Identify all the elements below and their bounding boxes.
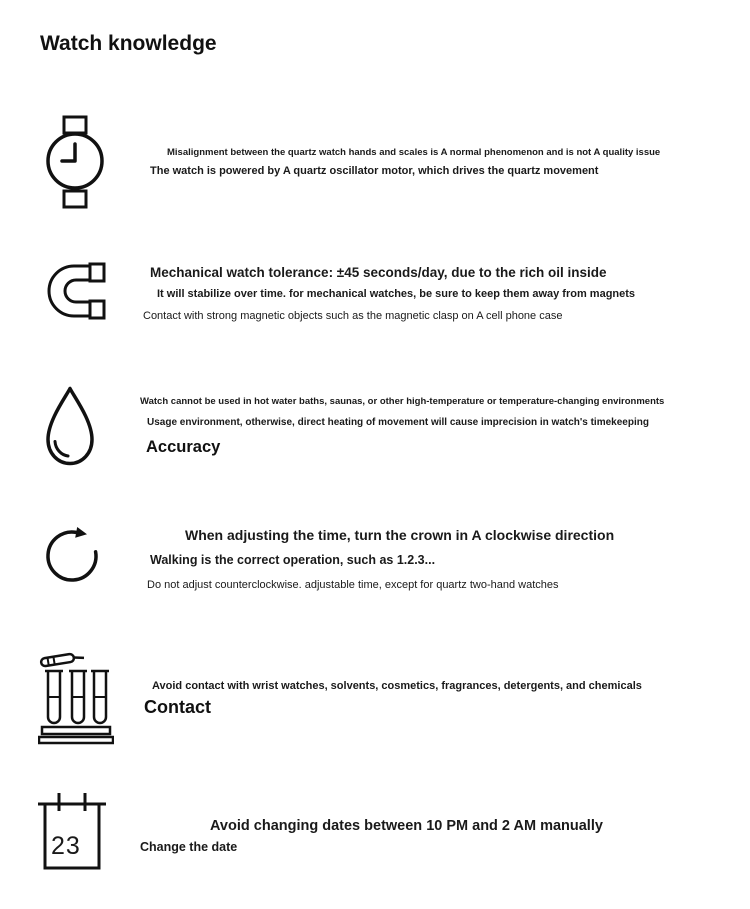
water-drop-icon	[42, 383, 98, 470]
accuracy-heading: Accuracy	[146, 438, 221, 456]
text-line: Avoid contact with wrist watches, solvents, cosmetics, fragrances, detergents, and chemicals	[152, 680, 642, 692]
test-tubes-icon	[38, 645, 114, 745]
text-line: The watch is powered by A quartz oscillator motor, which drives the quartz movement	[150, 165, 599, 177]
text-line: Do not adjust counterclockwise. adjustable time, except for quartz two-hand watches	[147, 579, 559, 591]
text-line: When adjusting the time, turn the crown in A clockwise direction	[185, 527, 615, 543]
text-line: Contact with strong magnetic objects such as the magnetic clasp on A cell phone case	[143, 310, 563, 322]
text-line: Mechanical watch tolerance: ±45 seconds/day, due to the rich oil inside	[150, 265, 607, 280]
text-line: Watch cannot be used in hot water baths, saunas, or other high-temperature or temperature-changing environments	[140, 396, 665, 407]
clockwise-arrow-icon	[42, 520, 104, 592]
text-line: Misalignment between the quartz watch hands and scales is A normal phenomenon and is not A quality issue	[167, 147, 661, 158]
calendar-icon	[38, 788, 106, 876]
text-line: Avoid changing dates between 10 PM and 2 AM manually	[210, 818, 603, 834]
watch-icon	[45, 112, 105, 210]
text-line: It will stabilize over time. for mechanical watches, be sure to keep them away from magnets	[157, 288, 636, 300]
text-line: Usage environment, otherwise, direct heating of movement will cause imprecision in watch's timekeeping	[147, 417, 649, 428]
calendar-day: 23	[51, 832, 81, 860]
text-line: Change the date	[140, 840, 238, 854]
text-line: Walking is the correct operation, such as 1.2.3...	[150, 553, 436, 567]
contact-heading: Contact	[144, 697, 211, 717]
page-title: Watch knowledge	[40, 32, 217, 55]
magnet-icon	[44, 262, 108, 320]
